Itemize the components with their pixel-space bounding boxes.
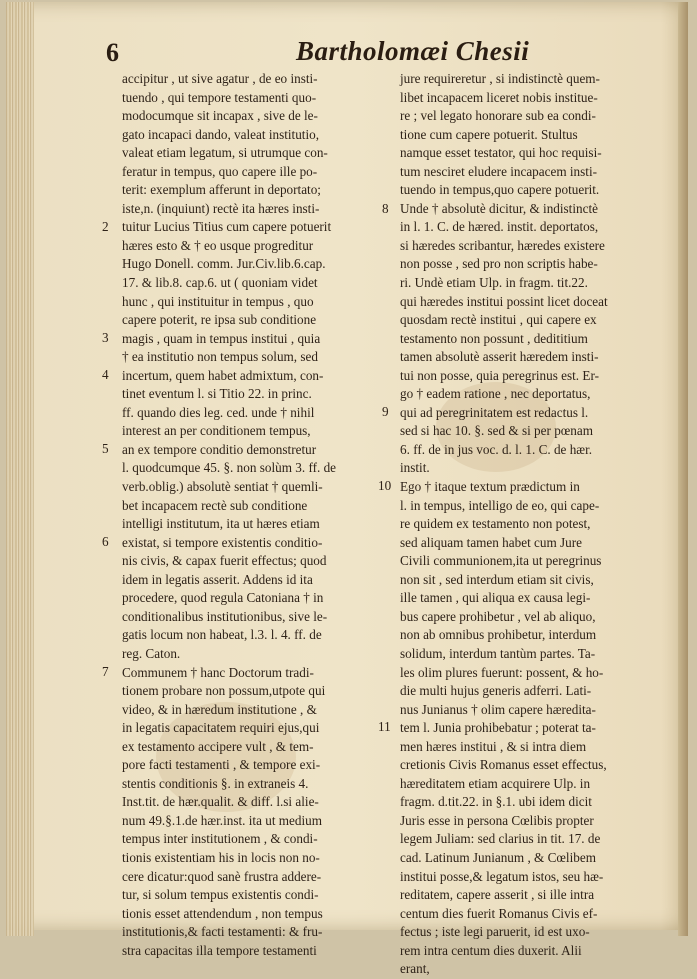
text-line: re quidem ex testamento non potest,: [400, 516, 591, 532]
text-line: stra capacitas illa tempore testamenti: [122, 942, 317, 958]
text-line: l. in tempus, intelligo de eo, qui cape-: [400, 497, 600, 513]
text-line: non ab omnibus prohibetur, interdum: [400, 627, 597, 643]
text-line: valeat etiam legatum, si utrumque con-: [122, 145, 328, 161]
text-line: reditatem, capere asserit , si ille intra: [400, 887, 595, 903]
text-line: terit: exemplum afferunt in deportato;: [122, 182, 321, 198]
text-line: tionis esset attendendum , non tempus: [122, 905, 323, 921]
text-line: procedere, quod regula Catoniana † in: [122, 590, 324, 606]
text-line: tamen absolutè asserit hæredem insti-: [400, 349, 599, 365]
text-line: tuitur Lucius Titius cum capere potuerit: [122, 219, 332, 235]
text-line: centum dies fuerit Romanus Civis ef-: [400, 905, 598, 921]
text-line: verb.oblig.) absolutè sentiat † quemli-: [122, 479, 323, 495]
text-line: Ego † itaque textum prædictum in: [400, 479, 580, 495]
text-line: iste,n. (inquiunt) rectè ita hæres insti-: [122, 200, 320, 216]
text-line: ff. quando dies leg. ced. unde † nihil: [122, 404, 315, 420]
page-edge: [678, 2, 688, 936]
text-line: tuendo , qui tempore testamenti quo-: [122, 89, 317, 105]
text-line: rem intra centum dies duxerit. Alii: [400, 942, 582, 958]
text-line: Civili communionem,ita ut peregrinus: [400, 553, 602, 569]
text-line: accipitur , ut sive agatur , de eo insti-: [122, 71, 318, 86]
text-line: bet incapacem rectè sub conditione: [122, 497, 308, 513]
text-line: sed aliquam tamen habet cum Jure: [400, 534, 582, 550]
text-line: namque esset testator, qui hoc requisi-: [400, 145, 602, 161]
text-line: cretionis Civis Romanus esset effectus,: [400, 757, 607, 773]
text-line: in legatis capacitatem requiri ejus,qui: [122, 720, 320, 736]
text-line: tionem probare non possum,utpote qui: [122, 683, 326, 699]
text-line: tuendo in tempus,quo capere potuerit.: [400, 182, 600, 198]
text-line: bus capere prohibetur , vel ab aliquo,: [400, 608, 596, 624]
text-line: hæres esto & † eo usque progreditur: [122, 237, 314, 253]
text-line: video, & in hæredum institutione , &: [122, 701, 317, 717]
left-text-column: [122, 70, 384, 960]
text-line: non sit , sed interdum etiam sit civis,: [400, 571, 594, 587]
text-line: Inst.tit. de hær.qualit. & diff. l.si alie-: [122, 794, 319, 810]
text-line: testamento non possunt , dedititium: [400, 330, 588, 346]
text-line: existat, si tempore existentis conditio-: [122, 534, 323, 550]
text-line: qui ad peregrinitatem est redactus l.: [400, 404, 589, 420]
text-line: qui hæredes institui possint licet doceat: [400, 293, 608, 309]
text-line: idem in legatis asserit. Addens id ita: [122, 571, 313, 587]
text-line: ri. Undè etiam Ulp. in fragm. tit.22.: [400, 275, 588, 291]
book-page: [6, 2, 688, 977]
text-line: 6. ff. de in jus voc. d. l. 1. C. de hær.: [400, 441, 593, 457]
margin-number: 3: [102, 330, 109, 345]
margin-number: 11: [378, 719, 391, 734]
text-line: an ex tempore conditio demonstretur: [122, 441, 317, 457]
running-head: Bartholomæi Chesii: [296, 36, 530, 66]
text-line: tur, si solum tempus existentis condi-: [122, 887, 319, 903]
text-line: instit.: [400, 460, 430, 476]
text-line: institutionis,& facti testamenti: & fru-: [122, 924, 323, 940]
text-line: ille tamen , qui aliqua ex causa legi-: [400, 590, 591, 606]
margin-number: 4: [102, 367, 109, 382]
page-number: 6: [106, 38, 119, 67]
text-line: fragm. d.tit.22. in §.1. ubi idem dicit: [400, 794, 592, 810]
text-line: si hæredes scribantur, hæredes existere: [400, 237, 605, 253]
text-line: nus Junianus † olim capere hæredita-: [400, 701, 596, 717]
margin-number: 10: [378, 478, 392, 493]
text-line: hæreditatem etiam acquirere Ulp. in: [400, 775, 591, 791]
text-line: feratur in tempus, quo capere ille po-: [122, 163, 318, 179]
text-line: num 49.§.1.de hær.inst. ita ut medium: [122, 812, 323, 828]
text-line: interest an per conditionem tempus,: [122, 423, 311, 439]
text-line: ex testamento accipere vult , & tem-: [122, 738, 314, 754]
margin-number: 2: [102, 219, 109, 234]
margin-number: 5: [102, 441, 109, 456]
text-line: libet incapacem liceret nobis institue-: [400, 89, 598, 105]
text-line: men hæres institui , & si intra diem: [400, 738, 587, 754]
text-line: gatis locum non habeat, l.3. l. 4. ff. de: [122, 627, 322, 643]
text-line: erant,: [400, 961, 430, 977]
margin-number: 7: [102, 664, 109, 679]
text-line: pore facti testamenti , & tempore exi-: [122, 757, 321, 773]
text-line: tem l. Junia prohibebatur ; poterat ta-: [400, 720, 596, 736]
text-line: quosdam rectè institui , qui capere ex: [400, 312, 597, 328]
text-line: non posse , sed pro non scriptis habe-: [400, 256, 598, 272]
text-line: les olim plures fuerunt: possent, & ho-: [400, 664, 604, 680]
text-line: institui posse,& legatum istos, seu hæ-: [400, 868, 604, 884]
text-line: tione cum capere potuerit. Stultus: [400, 126, 578, 142]
text-line: sed si hac 10. §. sed & si per pœnam: [400, 423, 594, 439]
text-line: conditionalibus institutionibus, sive le-: [122, 608, 328, 624]
text-line: tempus inter institutionem , & condi-: [122, 831, 318, 847]
text-line: re ; vel legato honorare sub ea condi-: [400, 108, 596, 124]
text-line: gato incapaci dando, valeat institutio,: [122, 126, 320, 142]
right-text-column: [400, 70, 664, 979]
text-line: † ea institutio non tempus solum, sed: [122, 349, 318, 365]
text-line: capere poterit, re ipsa sub conditione: [122, 312, 317, 328]
text-line: tui non posse, quia peregrinus est. Er-: [400, 367, 599, 383]
text-line: Communem † hanc Doctorum tradi-: [122, 664, 314, 680]
text-line: cere dicatur:quod sanè frustra addere-: [122, 868, 322, 884]
text-line: Juris esse in persona Cœlibis propter: [400, 812, 594, 828]
text-line: magis , quam in tempus institui , quia: [122, 330, 321, 346]
text-line: stentis conditionis §. in extraneis 4.: [122, 775, 309, 791]
text-line: l. quodcumque 45. §. non solùm 3. ff. de: [122, 460, 337, 476]
text-line: Hugo Donell. comm. Jur.Civ.lib.6.cap.: [122, 256, 326, 272]
text-line: solidum, interdum tantùm partes. Ta-: [400, 645, 596, 661]
margin-number: 9: [382, 404, 389, 419]
text-line: die multi hujus generis adferri. Lati-: [400, 683, 592, 699]
text-line: tum nesciret eludere incapacem insti-: [400, 163, 597, 179]
text-line: nis civis, & capax fuerit effectus; quod: [122, 553, 327, 569]
text-line: modocumque sit incapax , sive de le-: [122, 108, 318, 124]
text-line: fectus ; iste legi paruerit, id est uxo-: [400, 924, 590, 940]
text-line: 17. & lib.8. cap.6. ut ( quoniam videt: [122, 275, 318, 291]
text-line: legem Juliam: sed clarius in tit. 17. de: [400, 831, 601, 847]
text-line: incertum, quem habet admixtum, con-: [122, 367, 324, 383]
text-line: Unde † absolutè dicitur, & indistinctè: [400, 200, 598, 216]
text-line: hunc , qui instituitur in tempus , quo: [122, 293, 314, 309]
text-line: in l. 1. C. de hæred. instit. deportatos,: [400, 219, 599, 235]
text-line: tionis existentiam his in locis non no-: [122, 849, 320, 865]
text-line: go † eadem ratione , nec deportatus,: [400, 386, 591, 402]
margin-number: 6: [102, 534, 109, 549]
text-line: tinet eventum l. si Titio 22. in princ.: [122, 386, 312, 402]
text-line: jure requireretur , si indistinctè quem-: [400, 71, 600, 86]
text-line: cad. Latinum Junianum , & Cœlibem: [400, 849, 596, 865]
page-header: [106, 36, 686, 72]
text-line: intelligi institutum, ita ut hæres etiam: [122, 516, 320, 532]
margin-number: 8: [382, 201, 389, 216]
text-line: reg. Caton.: [122, 645, 181, 661]
book-spine: [6, 2, 34, 936]
